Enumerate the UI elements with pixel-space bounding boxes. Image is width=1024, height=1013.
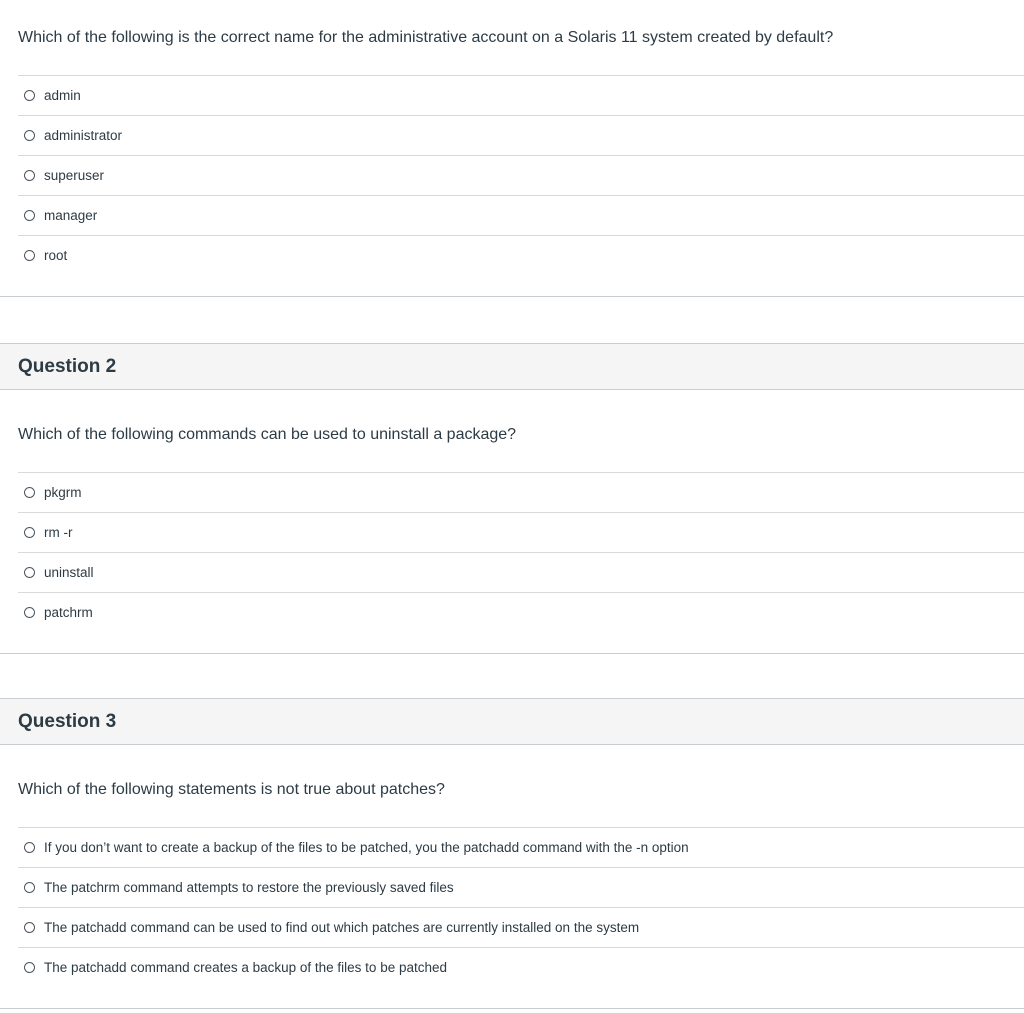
- answer-option[interactable]: [18, 115, 1024, 155]
- question-divider: [0, 653, 1024, 654]
- radio-button[interactable]: [24, 567, 35, 578]
- radio-button[interactable]: [24, 527, 35, 538]
- question-2-answers: [18, 472, 1024, 632]
- answer-label[interactable]: If you don’t want to create a backup of the files to be patched, you the patchadd command with the -n option: [44, 840, 689, 855]
- answer-label[interactable]: administrator: [44, 128, 123, 143]
- radio-button[interactable]: [24, 882, 35, 893]
- question-2-title: Question 2: [18, 356, 117, 377]
- answer-option[interactable]: [18, 592, 1024, 632]
- answer-option[interactable]: [18, 155, 1024, 195]
- radio-button[interactable]: [24, 607, 35, 618]
- radio-button[interactable]: [24, 842, 35, 853]
- answer-option[interactable]: [18, 195, 1024, 235]
- radio-button[interactable]: [24, 170, 35, 181]
- answer-option[interactable]: [18, 907, 1024, 947]
- radio-button[interactable]: [24, 922, 35, 933]
- question-3-prompt: Which of the following statements is not true about patches?: [18, 781, 445, 798]
- answer-label[interactable]: rm -r: [44, 525, 73, 540]
- answer-option[interactable]: [18, 947, 1024, 987]
- radio-button[interactable]: [24, 90, 35, 101]
- answer-label[interactable]: superuser: [44, 168, 105, 183]
- answer-label[interactable]: patchrm: [44, 605, 93, 620]
- answer-label[interactable]: manager: [44, 208, 98, 223]
- answer-option[interactable]: [18, 235, 1024, 275]
- answer-label[interactable]: The patchadd command can be used to find out which patches are currently installed on the system: [44, 920, 640, 935]
- question-divider: [0, 296, 1024, 297]
- answer-label[interactable]: The patchadd command creates a backup of the files to be patched: [44, 960, 448, 975]
- radio-button[interactable]: [24, 962, 35, 973]
- question-3-answers: [18, 827, 1024, 987]
- answer-label[interactable]: uninstall: [44, 565, 94, 580]
- answer-label[interactable]: root: [44, 248, 68, 263]
- radio-button[interactable]: [24, 210, 35, 221]
- answer-option[interactable]: [18, 512, 1024, 552]
- answer-label[interactable]: pkgrm: [44, 485, 82, 500]
- question-divider: [0, 1008, 1024, 1009]
- answer-option[interactable]: [18, 827, 1024, 867]
- question-3-title: Question 3: [18, 711, 117, 732]
- answer-option[interactable]: [18, 552, 1024, 592]
- answer-option[interactable]: [18, 867, 1024, 907]
- question-3-header: [0, 698, 1024, 745]
- question-1-prompt: Which of the following is the correct name for the administrative account on a Solaris 11 system created by default?: [18, 29, 834, 46]
- answer-option[interactable]: [18, 75, 1024, 115]
- answer-option[interactable]: [18, 472, 1024, 512]
- question-2-prompt: Which of the following commands can be used to uninstall a package?: [18, 426, 517, 443]
- question-2-header: [0, 343, 1024, 390]
- question-1-answers: [18, 75, 1024, 275]
- answer-label[interactable]: admin: [44, 88, 81, 103]
- answer-label[interactable]: The patchrm command attempts to restore the previously saved files: [44, 880, 454, 895]
- radio-button[interactable]: [24, 487, 35, 498]
- radio-button[interactable]: [24, 130, 35, 141]
- radio-button[interactable]: [24, 250, 35, 261]
